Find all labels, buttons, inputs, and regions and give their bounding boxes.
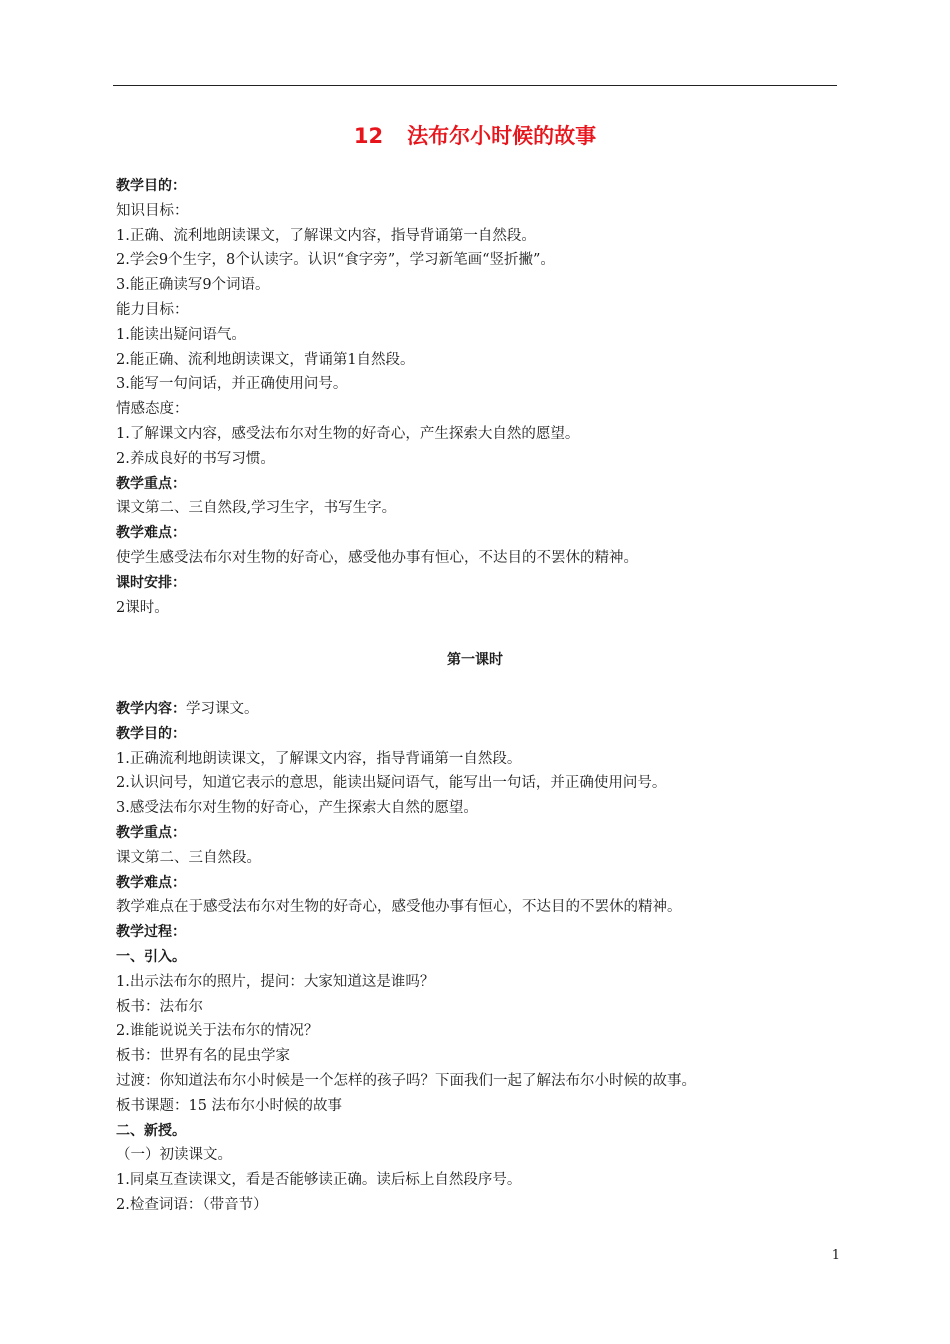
header-rule bbox=[113, 85, 837, 86]
intro-line: 板书：世界有名的昆虫学家 bbox=[116, 1048, 290, 1065]
emotion-item: 1.了解课文内容，感受法布尔对生物的好奇心，产生探索大自然的愿望。 bbox=[116, 425, 580, 442]
overview-section bbox=[116, 174, 846, 620]
ability-item: 2.能正确、流利地朗读课文，背诵第1自然段。 bbox=[116, 351, 415, 368]
difficulties-heading: 教学难点： bbox=[116, 874, 186, 891]
knowledge-item: 3.能正确读写9个词语。 bbox=[116, 277, 270, 294]
objectives-heading: 教学目的： bbox=[116, 725, 186, 742]
title-number: 12 bbox=[353, 124, 384, 148]
content-row bbox=[116, 697, 846, 722]
intro-heading: 一、引入。 bbox=[116, 948, 186, 965]
page-number: 1 bbox=[831, 1248, 840, 1263]
difficulties-heading: 教学难点： bbox=[116, 525, 186, 542]
key-points-text: 课文第二、三自然段,学习生字，书写生字。 bbox=[116, 500, 397, 517]
knowledge-item: 2.学会9个生字，8个认读字。认识“食字旁”，学习新笔画“竖折撇”。 bbox=[116, 252, 555, 269]
content-label: 教学内容： bbox=[116, 701, 186, 717]
knowledge-item: 1.正确、流利地朗读课文，了解课文内容，指导背诵第一自然段。 bbox=[116, 227, 536, 244]
ability-heading: 能力目标： bbox=[116, 301, 189, 318]
page-title bbox=[0, 122, 950, 150]
new-line: 2.检查词语：（带音节） bbox=[116, 1196, 268, 1213]
intro-line: 板书：法布尔 bbox=[116, 998, 203, 1015]
key-points-text: 课文第二、三自然段。 bbox=[116, 849, 261, 866]
title-text: 法布尔小时候的故事 bbox=[407, 124, 597, 148]
objective-item: 2.认识问号，知道它表示的意思，能读出疑问语气，能写出一句话，并正确使用问号。 bbox=[116, 775, 667, 792]
new-line: 1.同桌互查读课文，看是否能够读正确。读后标上自然段序号。 bbox=[116, 1172, 522, 1189]
content-text: 学习课文。 bbox=[186, 701, 259, 717]
lesson-heading: 第一课时 bbox=[447, 652, 503, 668]
difficulties-text: 使学生感受法布尔对生物的好奇心，感受他办事有恒心，不达目的不罢休的精神。 bbox=[116, 549, 638, 566]
intro-line: 板书课题：15 法布尔小时候的故事 bbox=[116, 1097, 343, 1114]
objective-item: 3.感受法布尔对生物的好奇心，产生探索大自然的愿望。 bbox=[116, 800, 478, 817]
ability-item: 1.能读出疑问语气。 bbox=[116, 326, 246, 343]
intro-line: 2.谁能说说关于法布尔的情况？ bbox=[116, 1023, 319, 1040]
process-heading: 教学过程： bbox=[116, 924, 186, 941]
key-points-heading: 教学重点： bbox=[116, 824, 186, 841]
emotion-item: 2.养成良好的书写习惯。 bbox=[116, 450, 275, 467]
objectives-heading: 教学目的： bbox=[116, 178, 186, 194]
objective-item: 1.正确流利地朗读课文，了解课文内容，指导背诵第一自然段。 bbox=[116, 750, 522, 767]
new-line: （一）初读课文。 bbox=[116, 1147, 232, 1164]
knowledge-heading: 知识目标： bbox=[116, 202, 189, 219]
lesson1-section bbox=[116, 697, 846, 1218]
schedule-heading: 课时安排： bbox=[116, 574, 186, 591]
ability-item: 3.能写一句问话，并正确使用问号。 bbox=[116, 376, 348, 393]
new-heading: 二、新授。 bbox=[116, 1122, 186, 1139]
key-points-heading: 教学重点： bbox=[116, 475, 186, 492]
schedule-text: 2课时。 bbox=[116, 599, 169, 616]
difficulties-text: 教学难点在于感受法布尔对生物的好奇心，感受他办事有恒心，不达目的不罢休的精神。 bbox=[116, 899, 682, 916]
intro-line: 过渡：你知道法布尔小时候是一个怎样的孩子吗？下面我们一起了解法布尔小时候的故事。 bbox=[116, 1072, 696, 1089]
intro-line: 1.出示法布尔的照片，提问：大家知道这是谁吗？ bbox=[116, 973, 435, 990]
emotion-heading: 情感态度： bbox=[116, 401, 189, 418]
